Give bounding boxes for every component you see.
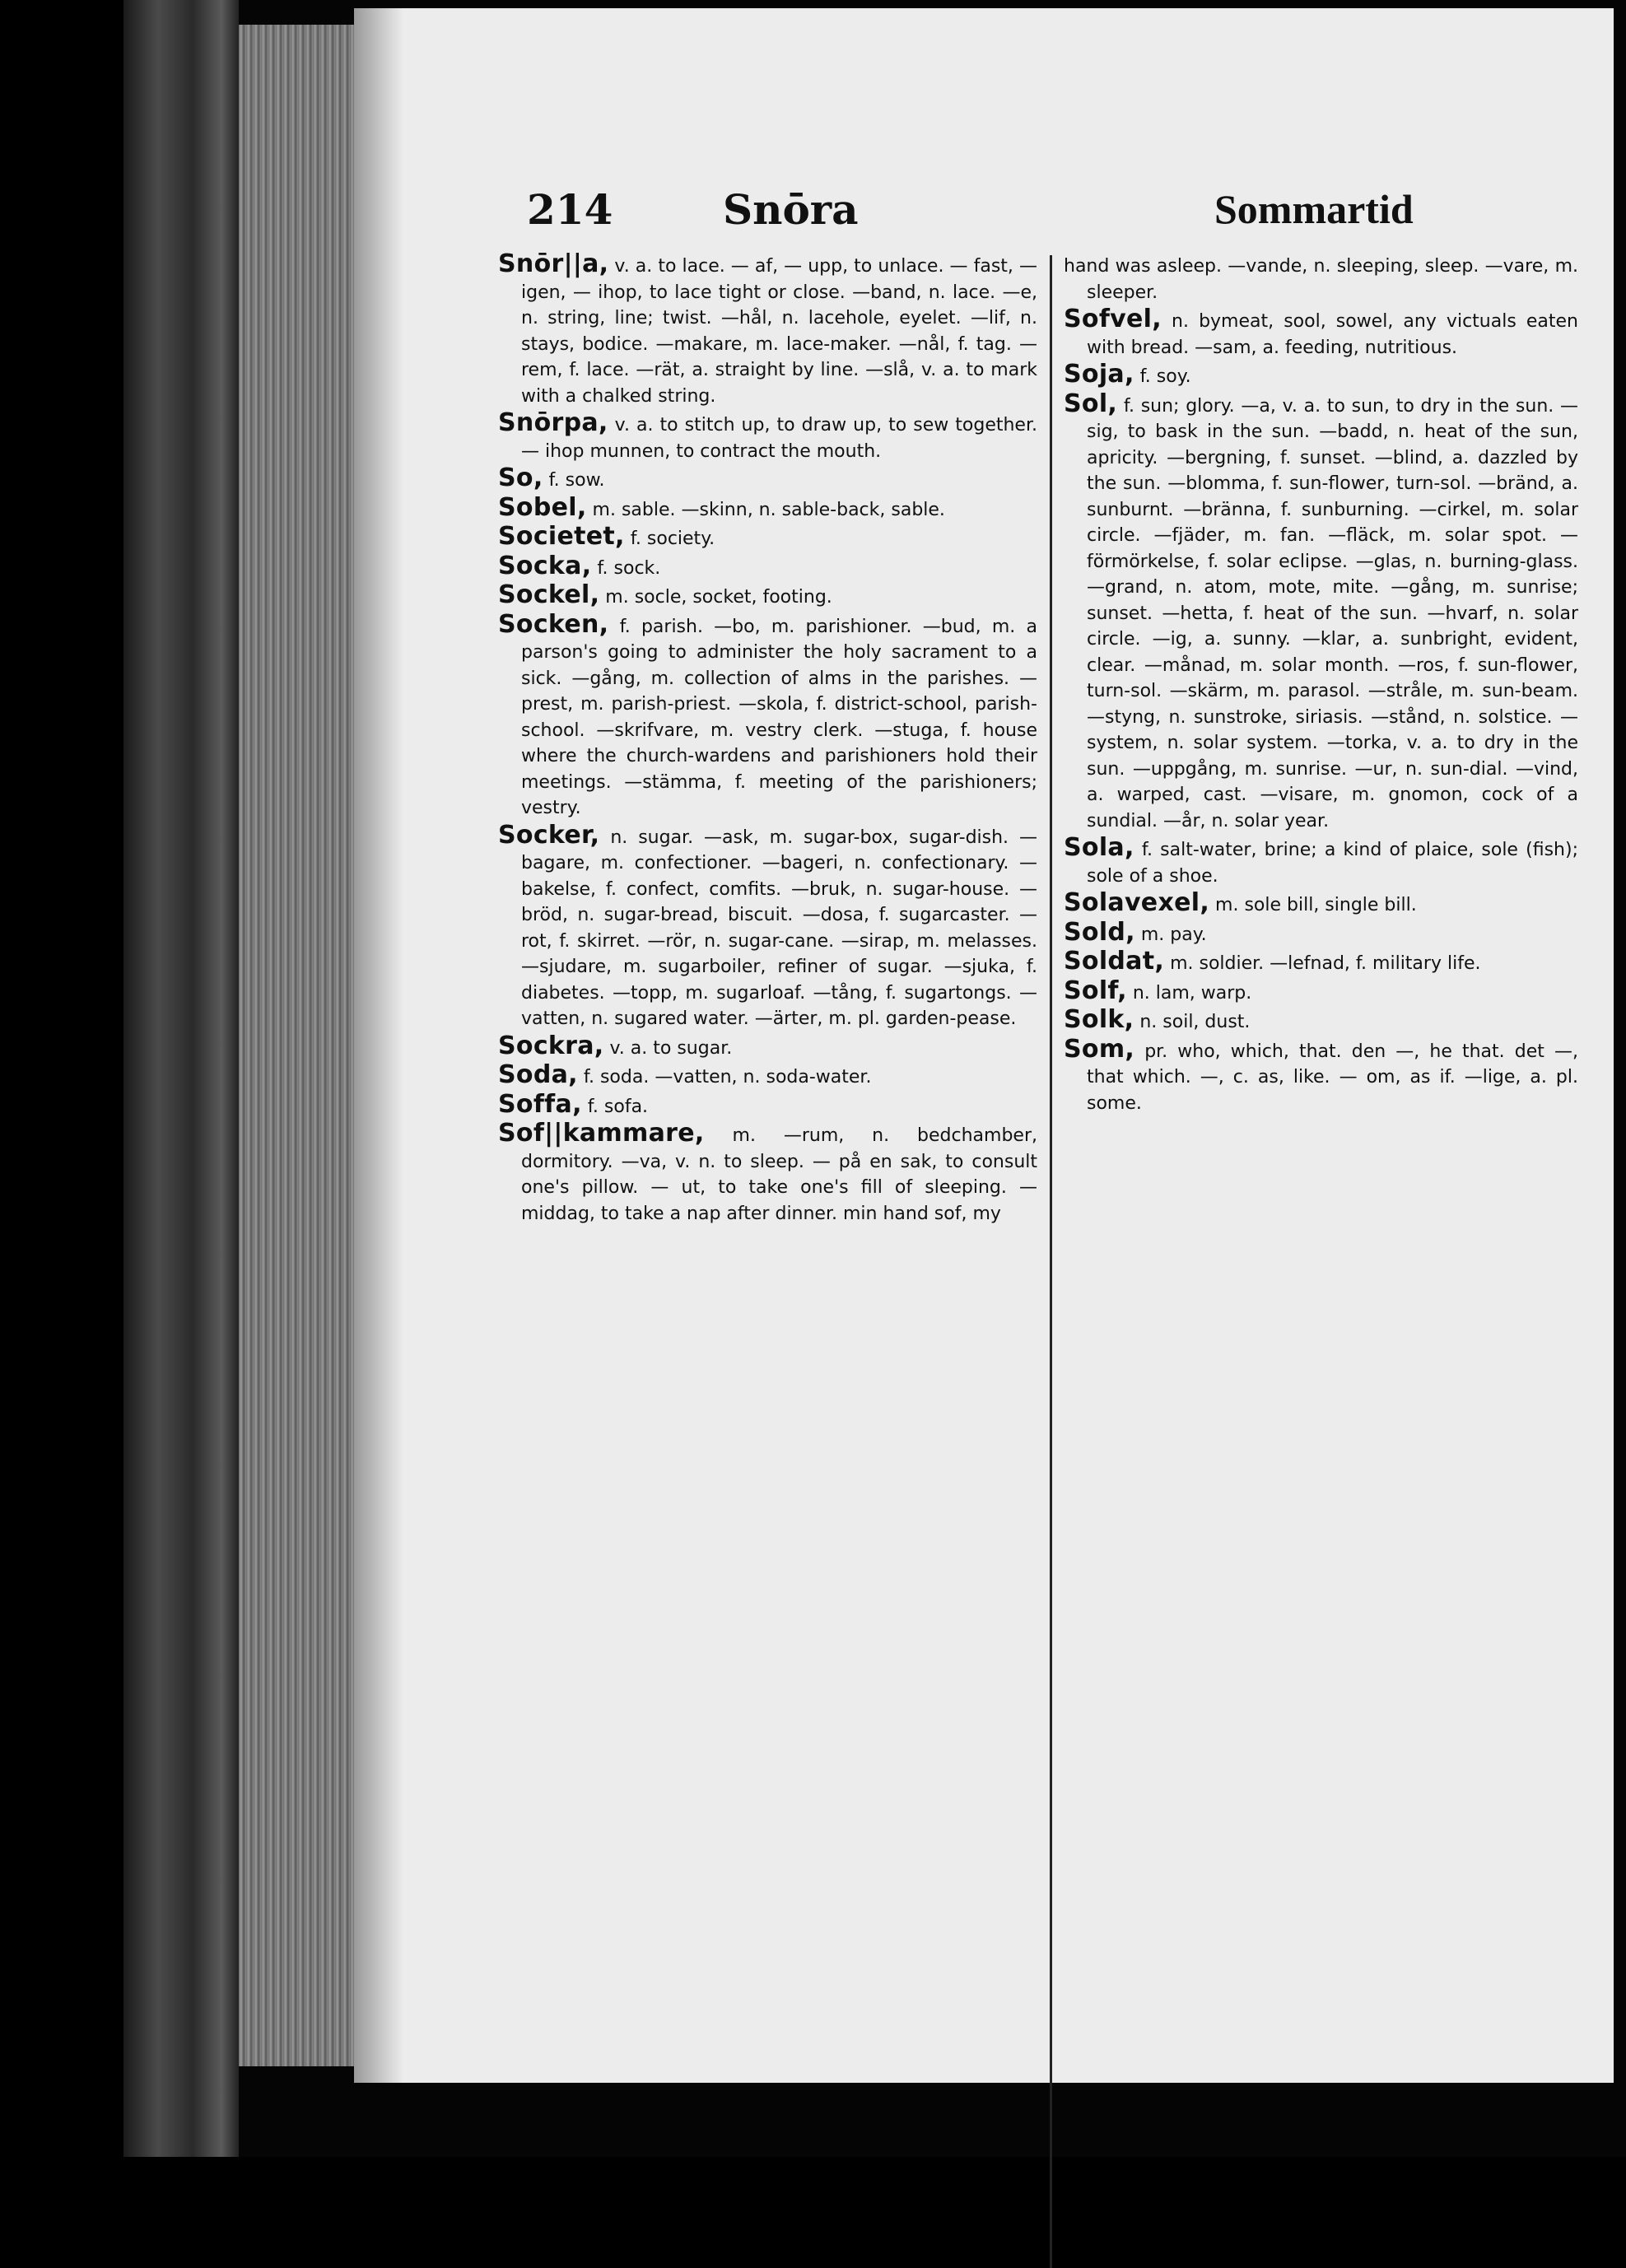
definition: v. a. to stitch up, to draw up, to sew together. — ihop munnen, to contract the mouth. (521, 415, 1037, 462)
dictionary-entry (498, 609, 1037, 822)
definition: pr. who, which, that. den —, he that. det —, that which. —, c. as, like. — om, as if. —lige, a. pl. some. (1087, 1041, 1578, 1114)
dictionary-entry (1064, 917, 1578, 948)
column-divider (1050, 255, 1052, 2268)
headword: Snōrpa, (498, 408, 608, 437)
dictionary-entry (498, 251, 1037, 409)
definition: n. soil, dust. (1139, 1012, 1251, 1032)
headword: Sold, (1064, 917, 1135, 947)
headword: Socken, (498, 609, 609, 639)
dictionary-entry (498, 1062, 1037, 1091)
definition: f. soy. (1139, 366, 1191, 387)
definition: f. parish. —bo, m. parishioner. —bud, m. a parson's going to administer the holy sacrament to a sick. —gång, m. collection of alms in the parishes. —prest, m. parish-priest. —skola, f. district-school, parish-school. —skrifvare, m. vestry clerk. —stuga, f. house where the church-wardens and parishioners hold their meetings. —stämma, f. meeting of the parishioners; vestry. (521, 616, 1037, 818)
page-edges (239, 25, 354, 2066)
definition: v. a. to lace. — af, — upp, to unlace. — fast, — igen, — ihop, to lace tight or close. —band, n. lace. —e, n. string, line; twist. —hål, n. lacehole, eyelet. —lif, n. stays, bodice. —makare, m. lace-maker. —nål, f. tag. —rem, f. lace. —rät, a. straight by line. —slå, v. a. to mark with a chalked string. (521, 256, 1037, 407)
headword: Som, (1064, 1034, 1135, 1064)
dictionary-entry (1064, 978, 1578, 1007)
dictionary-entry (1064, 948, 1578, 977)
headword: Socker, (498, 820, 600, 850)
headword: Sockra, (498, 1031, 604, 1060)
gutter-shadow (354, 8, 403, 2083)
dictionary-entry (498, 822, 1037, 1032)
definition: n. sugar. —ask, m. sugar-box, sugar-dish. —bagare, m. confectioner. —bageri, n. confectionary. —bakelse, f. confect, comfits. —bruk, n. sugar-house. —bröd, n. sugar-bread, biscuit. —dosa, f. sugarcaster. —rot, f. skirret. —rör, n. sugar-cane. —sirap, m. melasses. —sjudare, m. sugarboiler, refiner of sugar. —sjuka, f. diabetes. —topp, m. sugarloaf. —tång, f. sugartongs. —vatten, n. sugared water. —ärter, m. pl. garden-pease. (521, 827, 1037, 1029)
right-guide-word: Sommartid (1214, 186, 1414, 232)
definition: n. bymeat, sool, sowel, any victuals eaten with bread. —sam, a. feeding, nutritious. (1087, 311, 1578, 358)
headword: Sof||kammare, (498, 1119, 705, 1148)
left-guide-word: Snōra (723, 185, 859, 234)
dictionary-entry (498, 1120, 1037, 1227)
headword: Soldat, (1064, 947, 1165, 976)
dictionary-entry (498, 524, 1037, 552)
definition: m. sole bill, single bill. (1215, 895, 1417, 915)
headword: Sola, (1064, 833, 1134, 862)
dictionary-entry (1064, 890, 1578, 919)
dictionary-entry (1064, 361, 1578, 390)
headword: Snōr||a, (498, 249, 609, 278)
page-number: 214 (527, 185, 613, 234)
definition: hand was asleep. —vande, n. sleeping, sleep. —vare, m. sleeper. (1064, 256, 1578, 303)
headword: Solk, (1064, 1005, 1134, 1034)
headword: Sobel, (498, 492, 587, 522)
definition: n. lam, warp. (1132, 982, 1252, 1004)
book-binding (123, 0, 239, 2157)
headword: Societet, (498, 522, 625, 551)
definition: f. salt-water, brine; a kind of plaice, sole (fish); sole of a shoe. (1087, 840, 1578, 887)
right-column (1064, 251, 1578, 1117)
definition: m. —rum, n. bedchamber, dormitory. —va, v. n. to sleep. — på en sak, to consult one's pillow. — ut, to take one's fill of sleeping. — middag, to take a nap after dinner. min hand sof, my (521, 1125, 1037, 1224)
definition: m. socle, socket, footing. (605, 587, 832, 608)
dictionary-entry (1064, 391, 1578, 835)
definition: f. sun; glory. —a, v. a. to sun, to dry in the sun. — sig, to bask in the sun. —badd, n. heat of the sun, apricity. —bergning, f. sunset. —blind, a. dazzled by the sun. —blomma, f. sun-flower, turn-sol. —bränd, a. sunburnt. —bränna, f. sunburning. —cirkel, m. solar circle. —fjäder, m. fan. —fläck, m. solar spot. —förmörkelse, f. solar eclipse. —glas, n. burning-glass. —grand, n. atom, mote, mite. —gång, m. sunrise; sunset. —hetta, f. heat of the sun. —hvarf, n. solar circle. —ig, a. sunny. —klar, a. sunbright, evident, clear. —månad, m. solar month. —ros, f. sun-flower, turn-sol. —skärm, m. parasol. —stråle, m. sun-beam. —styng, n. sunstroke, siriasis. —stånd, n. solstice. —system, n. solar system. —torka, v. a. to dry in the sun. —uppgång, m. sunrise. —ur, n. sun-dial. —vind, a. warped, cast. —visare, m. gnomon, cock of a sundial. —år, n. solar year. (1087, 395, 1578, 831)
headword: Sockel, (498, 580, 600, 609)
dictionary-entry (1064, 1036, 1578, 1117)
dictionary-entry (498, 492, 1037, 524)
headword: Soffa, (498, 1089, 582, 1119)
dictionary-entry (498, 465, 1037, 494)
definition: m. pay. (1140, 924, 1207, 945)
definition: f. society. (630, 529, 715, 549)
headword: Sofvel, (1064, 305, 1162, 333)
definition: f. sock. (597, 557, 661, 579)
dictionary-entry (1064, 1007, 1578, 1036)
dictionary-entry (498, 1089, 1037, 1120)
dictionary-entry (498, 553, 1037, 582)
headword: Soja, (1064, 360, 1134, 389)
dictionary-entry (1064, 306, 1578, 361)
dictionary-entry (498, 582, 1037, 611)
headword: Socka, (498, 551, 592, 580)
dictionary-entry (498, 410, 1037, 464)
definition: f. soda. —vatten, n. soda-water. (583, 1067, 872, 1087)
definition: v. a. to sugar. (609, 1037, 733, 1059)
dictionary-entry (1064, 251, 1578, 305)
left-column (498, 251, 1037, 1227)
definition: f. sow. (548, 470, 605, 491)
headword: Solavexel, (1064, 888, 1210, 917)
headword: Sol, (1064, 389, 1118, 418)
headword: Solf, (1064, 976, 1127, 1005)
dictionary-entry (1064, 835, 1578, 889)
headword: Soda, (498, 1060, 578, 1089)
definition: f. sofa. (587, 1096, 649, 1117)
definition: m. soldier. —lefnad, f. military life. (1170, 953, 1481, 974)
definition: m. sable. —skinn, n. sable-back, sable. (592, 499, 945, 520)
dictionary-entry (498, 1033, 1037, 1062)
headword: So, (498, 463, 543, 492)
